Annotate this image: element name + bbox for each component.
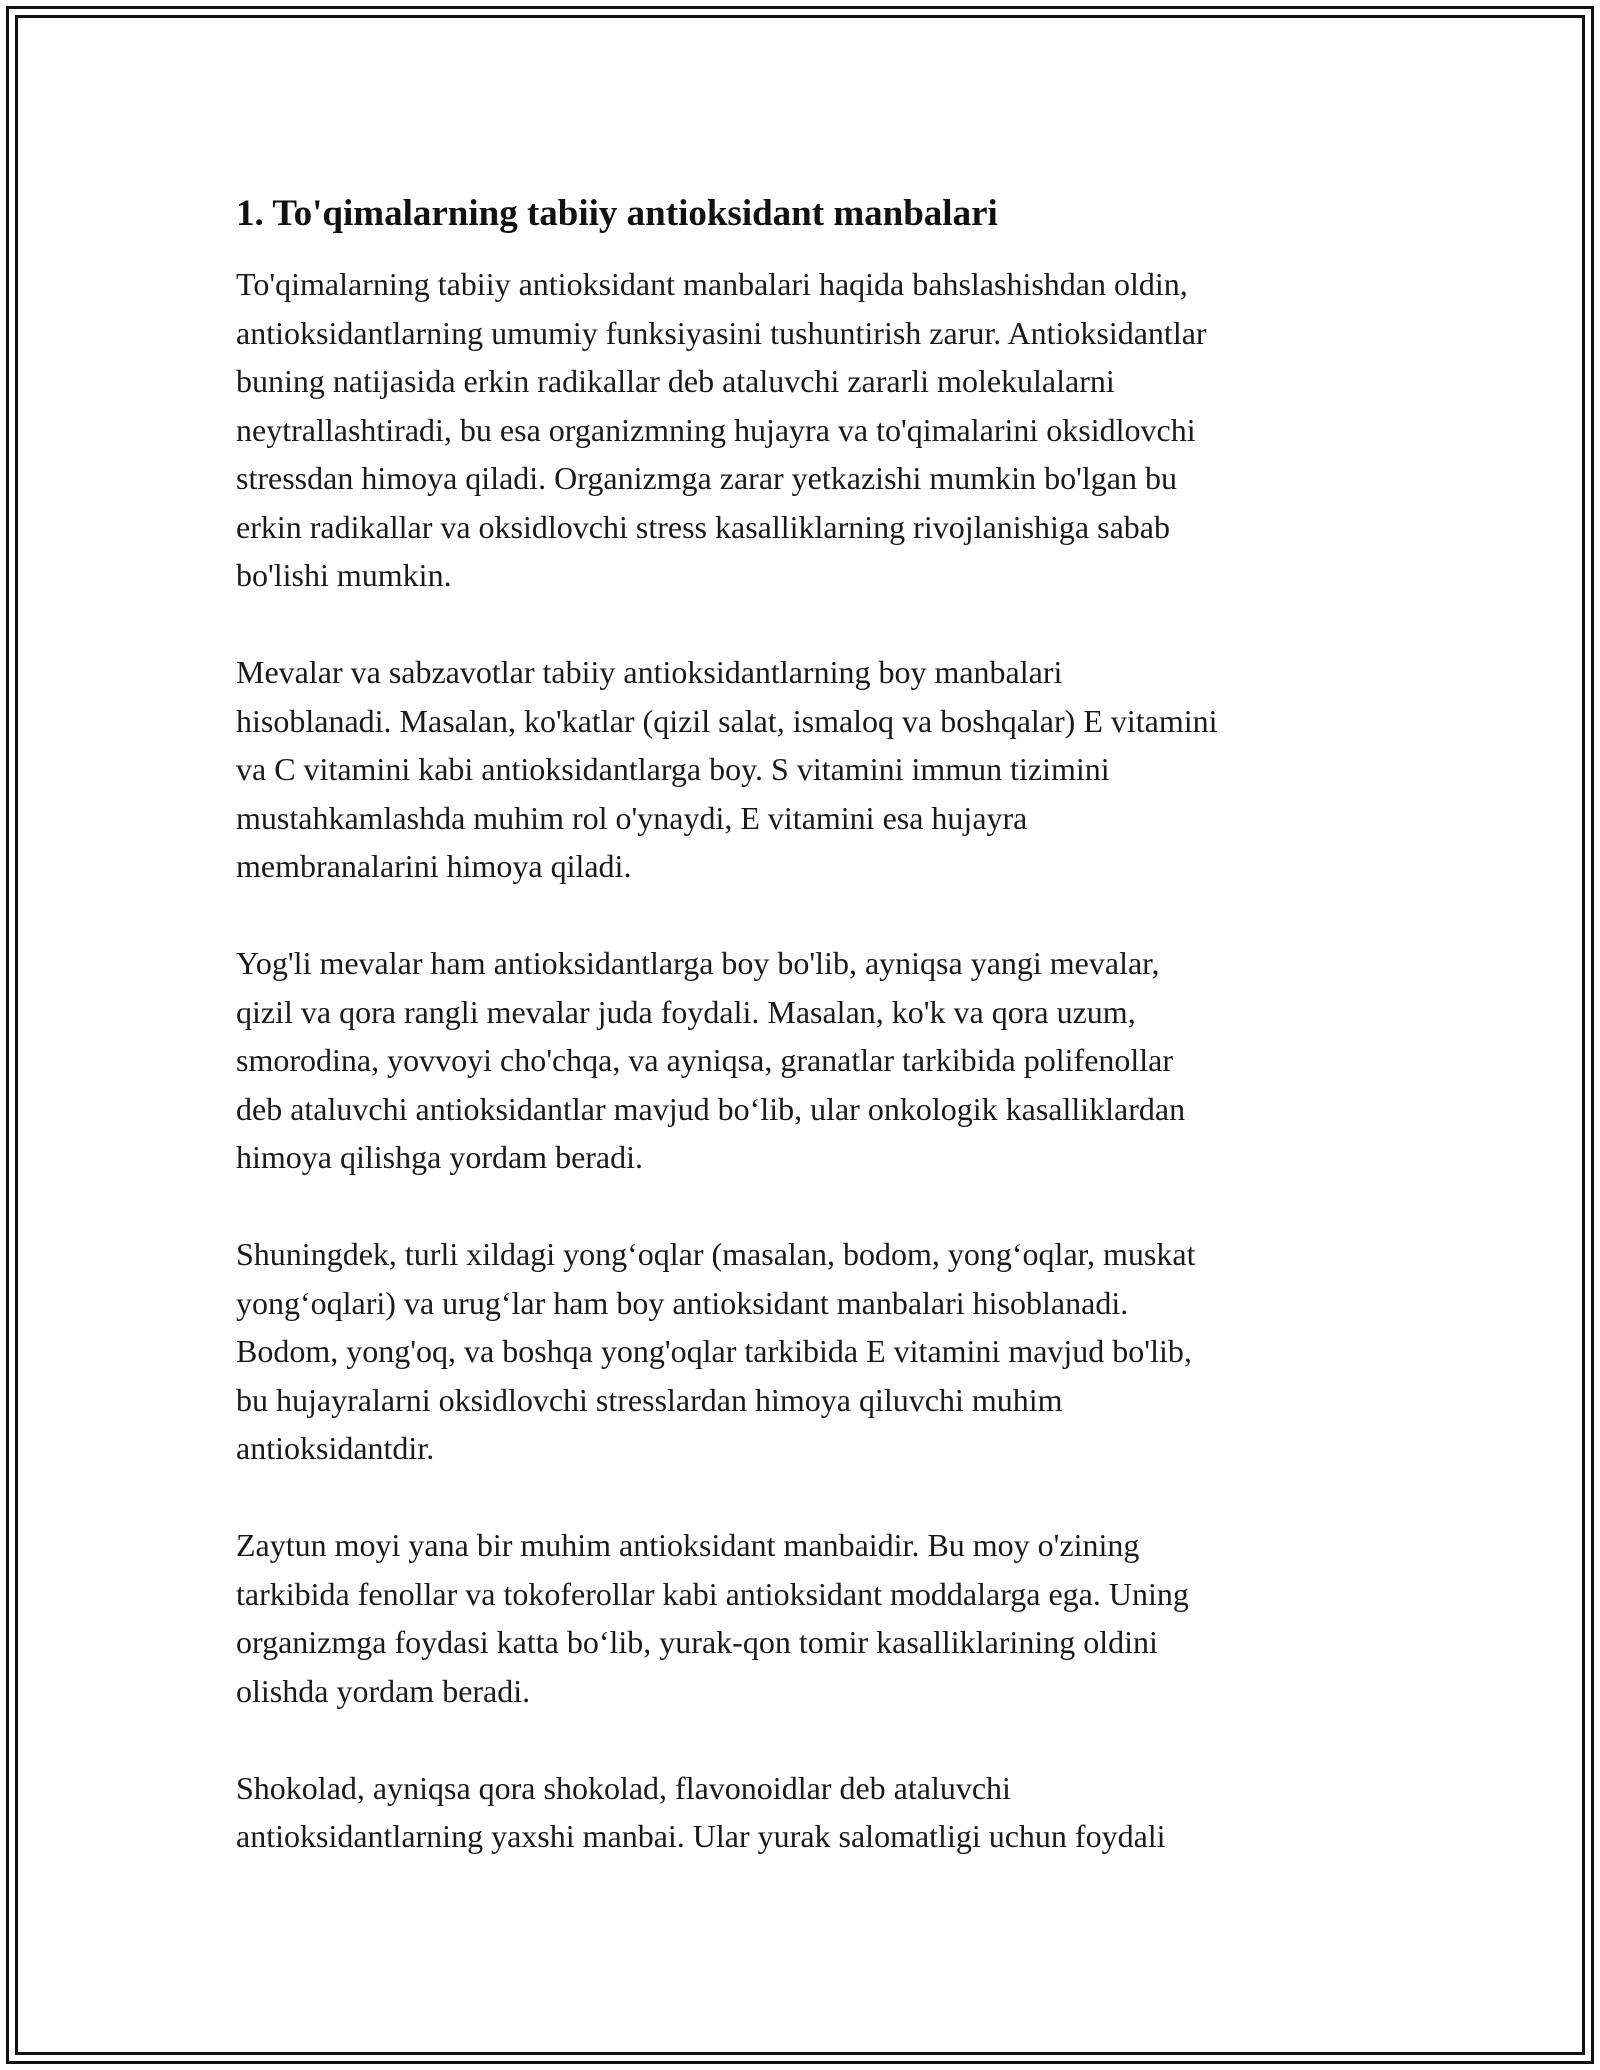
paragraph-line: erkin radikallar va oksidlovchi stress kasalliklarning rivojlanishiga sabab [236,508,1170,545]
paragraph-1 [236,260,1366,600]
paragraph-line: hisoblanadi. Masalan, ko'katlar (qizil salat, ismaloq va boshqalar) E vitamini [236,702,1218,739]
paragraph-line: qizil va qora rangli mevalar juda foydali. Masalan, ko'k va qora uzum, [236,993,1136,1030]
paragraph-line: tarkibida fenollar va tokoferollar kabi antioksidant moddalarga ega. Uning [236,1575,1189,1612]
paragraph-4 [236,1230,1366,1473]
paragraph-line: bu hujayralarni oksidlovchi stresslardan himoya qiluvchi muhim [236,1381,1063,1418]
paragraph-line: Mevalar va sabzavotlar tabiiy antioksidantlarning boy manbalari [236,654,1063,690]
section-heading: 1. To'qimalarning tabiiy antioksidant manbalari [236,193,998,234]
paragraph-line: bo'lishi mumkin. [236,557,452,593]
paragraph-line: smorodina, yovvoyi cho'chqa, va ayniqsa, granatlar tarkibida polifenollar [236,1042,1174,1078]
paragraph-line: Shokolad, ayniqsa qora shokolad, flavonoidlar deb ataluvchi [236,1769,1011,1806]
paragraph-line: membranalarini himoya qiladi. [236,848,632,884]
paragraph-2 [236,648,1366,891]
paragraph-line: stressdan himoya qiladi. Organizmga zarar yetkazishi mumkin bo'lgan bu [236,460,1177,496]
paragraph-line: Yog'li mevalar ham antioksidantlarga boy bo'lib, ayniqsa yangi mevalar, [236,945,1160,981]
document-body [236,186,1366,1909]
paragraph-3 [236,939,1366,1182]
paragraph-6 [236,1764,1366,1861]
paragraph-line: olishda yordam beradi. [236,1672,531,1709]
paragraph-line: To'qimalarning tabiiy antioksidant manbalari haqida bahslashishdan oldin, [236,266,1188,302]
paragraph-line: himoya qilishga yordam beradi. [236,1139,644,1175]
paragraph-line: Zaytun moyi yana bir muhim antioksidant manbaidir. Bu moy o'zining [236,1527,1140,1563]
paragraph-line: neytrallashtiradi, bu esa organizmning hujayra va to'qimalarini oksidlovchi [236,411,1196,448]
paragraph-line: deb ataluvchi antioksidantlar mavjud bo‘lib, ular onkologik kasalliklardan [236,1090,1186,1127]
paragraph-line: va C vitamini kabi antioksidantlarga boy. S vitamini immun tizimini [236,751,1110,787]
paragraph-line: organizmga foydasi katta bo‘lib, yurak-qon tomir kasalliklarining oldini [236,1624,1158,1660]
paragraph-line: mustahkamlashda muhim rol o'ynaydi, E vitamini esa hujayra [236,799,1028,836]
paragraph-line: Bodom, yong'oq, va boshqa yong'oqlar tarkibida E vitamini mavjud bo'lib, [236,1333,1192,1369]
paragraph-line: yong‘oqlari) va urug‘lar ham boy antioksidant manbalari hisoblanadi. [236,1284,1129,1321]
paragraph-line: buning natijasida erkin radikallar deb ataluvchi zararli molekulalarni [236,363,1115,399]
paragraph-line: antioksidantlarning yaxshi manbai. Ular yurak salomatligi uchun foydali [236,1818,1166,1854]
paragraph-line: antioksidantdir. [236,1430,435,1466]
paragraph-line: Shuningdek, turli xildagi yong‘oqlar (masalan, bodom, yong‘oqlar, muskat [236,1236,1196,1272]
paragraph-line: antioksidantlarning umumiy funksiyasini tushuntirish zarur. Antioksidantlar [236,314,1207,351]
paragraph-5 [236,1521,1366,1715]
